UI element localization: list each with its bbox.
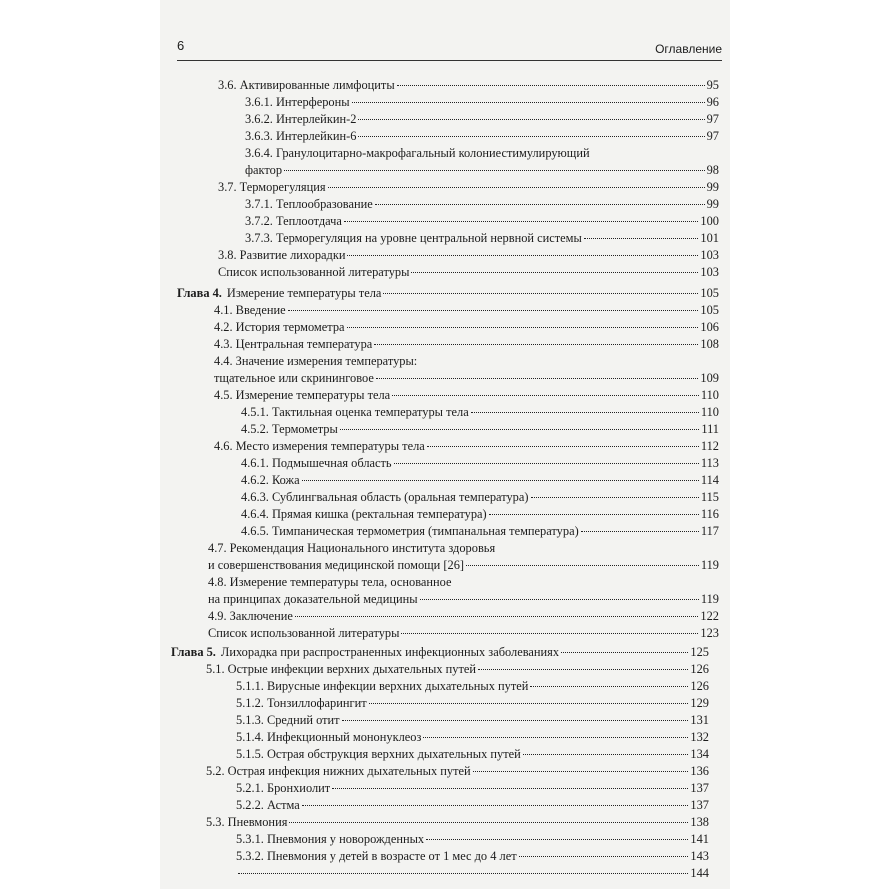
toc-entry <box>241 523 719 540</box>
toc-entry <box>236 712 709 729</box>
toc-entry-page: 125 <box>690 645 709 659</box>
toc-entry-title: 5.2.1. Бронхиолит <box>236 781 331 795</box>
dot-leader <box>288 310 699 311</box>
toc-entry-title: 3.7.2. Теплоотдача <box>245 214 342 228</box>
dot-leader <box>473 771 689 772</box>
toc-entry <box>214 319 719 336</box>
dot-leader <box>340 429 700 430</box>
dot-leader <box>420 599 699 600</box>
toc-entry <box>214 387 719 404</box>
dot-leader <box>427 446 699 447</box>
toc-entry <box>241 404 719 421</box>
toc-entry-page: 105 <box>700 286 719 300</box>
toc-entry <box>236 831 709 848</box>
toc-entry-page: 126 <box>690 662 709 676</box>
dot-leader <box>392 395 699 396</box>
dot-leader <box>584 238 699 239</box>
toc-entry-title: 4.6.5. Тимпаническая термометрия (тимпанальная температура) <box>241 524 579 538</box>
toc-entry-title: 4.5.2. Термометры <box>241 422 338 436</box>
toc-entry <box>245 230 719 247</box>
dot-leader <box>376 378 699 379</box>
toc-entry-page: 110 <box>700 388 719 402</box>
dot-leader <box>531 497 699 498</box>
toc-entry-page: 143 <box>690 849 709 863</box>
dot-leader <box>374 344 698 345</box>
toc-entry-title: 3.7.3. Терморегуляция на уровне центральной нервной системы <box>245 231 582 245</box>
dot-leader <box>401 633 698 634</box>
dot-leader <box>423 737 688 738</box>
toc-entry <box>236 695 709 712</box>
dot-leader <box>581 531 699 532</box>
toc-entry <box>218 77 719 94</box>
toc-entry-title: тщательное или скрининговое <box>214 371 374 385</box>
toc-entry <box>241 506 719 523</box>
dot-leader <box>328 187 705 188</box>
toc-entry-page: 103 <box>700 265 719 279</box>
toc-entry-page: 100 <box>700 214 719 228</box>
toc-entry-title: на принципах доказательной медицины <box>208 592 418 606</box>
toc-entry-page: 105 <box>700 303 719 317</box>
toc-entry-title: 3.6. Активированные лимфоциты <box>218 78 395 92</box>
toc-entry-page: 103 <box>700 248 719 262</box>
toc-entry-title: 4.9. Заключение <box>208 609 293 623</box>
toc-entry-title: 5.1.1. Вирусные инфекции верхних дыхательных путей <box>236 679 529 693</box>
dot-leader <box>358 119 704 120</box>
dot-leader <box>302 480 699 481</box>
toc-entry-title: Лихорадка при распространенных инфекционных заболеваниях <box>220 645 560 659</box>
toc-entry-page: 106 <box>700 320 719 334</box>
toc-entry <box>218 264 719 281</box>
dot-leader <box>289 822 688 823</box>
toc-entry <box>241 455 719 472</box>
dot-leader <box>561 652 688 653</box>
toc-entry <box>208 608 719 625</box>
toc-entry-page: 132 <box>690 730 709 744</box>
toc-entry <box>236 678 709 695</box>
toc-entry-page: 109 <box>700 371 719 385</box>
toc-entry-title: 3.6.2. Интерлейкин-2 <box>245 112 357 126</box>
dot-leader <box>530 686 688 687</box>
toc-entry-title: 4.6.2. Кожа <box>241 473 300 487</box>
toc-entry <box>236 780 709 797</box>
chapter-label: Глава 5. <box>171 645 216 659</box>
toc-entry-title: фактор <box>245 163 283 177</box>
toc-entry <box>236 746 709 763</box>
toc-entry-page: 114 <box>700 473 719 487</box>
toc-entry-page: 96 <box>706 95 719 109</box>
dot-leader <box>347 327 699 328</box>
toc-entry-page: 134 <box>690 747 709 761</box>
toc-entry-page: 115 <box>700 490 719 504</box>
toc-entry-title: 3.6.3. Интерлейкин-6 <box>245 129 357 143</box>
toc-entry-title: 5.1.3. Средний отит <box>236 713 340 727</box>
toc-entry-page: 137 <box>690 781 709 795</box>
toc-entry-title: 3.7.1. Теплообразование <box>245 197 373 211</box>
toc-entry-page: 144 <box>690 866 709 880</box>
toc-entry-title: 4.6. Место измерения температуры тела <box>214 439 425 453</box>
toc-entry-title: 4.4. Значение измерения температуры: <box>214 354 418 368</box>
toc-entry <box>245 196 719 213</box>
dot-leader <box>489 514 699 515</box>
toc-entry <box>245 213 719 230</box>
toc-entry-title: 5.2. Острая инфекция нижних дыхательных путей <box>206 764 471 778</box>
toc-entry-page: 97 <box>706 112 719 126</box>
toc-entry <box>214 370 719 387</box>
toc-entry-page: 112 <box>700 439 719 453</box>
page-number: 6 <box>177 38 185 53</box>
toc-entry-page: 98 <box>706 163 719 177</box>
toc-entry-title: 3.8. Развитие лихорадки <box>218 248 346 262</box>
dot-leader <box>332 788 688 789</box>
toc-entry-title: 3.6.4. Гранулоцитарно-макрофагальный колониестимулирующий <box>245 146 590 160</box>
toc-entry-page: 141 <box>690 832 709 846</box>
toc-entry-title: 4.5.1. Тактильная оценка температуры тела <box>241 405 469 419</box>
toc-chapter <box>171 644 709 661</box>
toc-entry <box>214 336 719 353</box>
dot-leader <box>426 839 688 840</box>
toc-entry <box>245 128 719 145</box>
toc-entry-title: 4.6.3. Сублингвальная область (оральная температура) <box>241 490 529 504</box>
toc-entry <box>236 797 709 814</box>
toc-entry-title: 4.7. Рекомендация Национального института здоровья <box>208 541 496 555</box>
toc-entry <box>214 438 719 455</box>
toc-entry <box>208 557 719 574</box>
toc-entry-page: 97 <box>706 129 719 143</box>
dot-leader <box>466 565 699 566</box>
toc-entry-page: 117 <box>700 524 719 538</box>
toc-entry-page: 116 <box>700 507 719 521</box>
dot-leader <box>397 85 705 86</box>
toc-entry-page: 110 <box>700 405 719 419</box>
toc-entry-title: 4.3. Центральная температура <box>214 337 373 351</box>
toc-entry-title: 5.2.2. Астма <box>236 798 300 812</box>
toc-entry-title: и совершенствования медицинской помощи [26] <box>208 558 465 572</box>
toc-entry-title: 3.6.1. Интерфероны <box>245 95 350 109</box>
toc-entry-title: Список использованной литературы <box>218 265 410 279</box>
toc-entry-page: 131 <box>690 713 709 727</box>
toc-entry-page: 136 <box>690 764 709 778</box>
running-head: Оглавление <box>655 42 722 56</box>
toc-entry-page: 123 <box>700 626 719 640</box>
toc-entry-title: 5.3. Пневмония <box>206 815 288 829</box>
toc-entry-page: 99 <box>706 180 719 194</box>
toc-entry-page: 108 <box>700 337 719 351</box>
toc-entry <box>245 162 719 179</box>
toc-entry-title: 5.1.5. Острая обструкция верхних дыхательных путей <box>236 747 521 761</box>
toc-entry-title: 4.6.1. Подмышечная область <box>241 456 392 470</box>
toc-entry <box>241 489 719 506</box>
toc-entry <box>218 247 719 264</box>
toc-entry <box>241 472 719 489</box>
toc-entry-page: 138 <box>690 815 709 829</box>
toc-entry-title: Список использованной литературы <box>208 626 400 640</box>
toc-entry <box>245 94 719 111</box>
toc-entry-page: 122 <box>700 609 719 623</box>
dot-leader <box>284 170 705 171</box>
toc-entry-page: 126 <box>690 679 709 693</box>
toc-entry-page: 137 <box>690 798 709 812</box>
toc-entry-title: Измерение температуры тела <box>226 286 382 300</box>
toc-entry <box>236 729 709 746</box>
toc-entry-title: 5.1.4. Инфекционный мононуклеоз <box>236 730 422 744</box>
toc-entry-page: 129 <box>690 696 709 710</box>
dot-leader <box>383 293 698 294</box>
toc-entry-title: 4.6.4. Прямая кишка (ректальная температура) <box>241 507 487 521</box>
dot-leader <box>238 873 688 874</box>
dot-leader <box>523 754 689 755</box>
toc-entry <box>208 591 719 608</box>
dot-leader <box>394 463 699 464</box>
toc-chapter <box>177 285 719 302</box>
chapter-label: Глава 4. <box>177 286 222 300</box>
dot-leader <box>375 204 705 205</box>
toc-entry <box>218 179 719 196</box>
toc-entry <box>206 763 709 780</box>
toc-entry <box>241 421 719 438</box>
toc-entry <box>245 111 719 128</box>
toc-entry-title: 4.8. Измерение температуры тела, основанное <box>208 575 452 589</box>
toc-entry-page: 99 <box>706 197 719 211</box>
toc-entry-title: 5.1. Острые инфекции верхних дыхательных путей <box>206 662 477 676</box>
toc-entry-page: 119 <box>700 558 719 572</box>
toc-entry-title: 4.1. Введение <box>214 303 286 317</box>
dot-leader <box>519 856 689 857</box>
dot-leader <box>295 616 699 617</box>
dot-leader <box>411 272 698 273</box>
toc-entry <box>206 814 709 831</box>
toc-entry-title: 5.1.2. Тонзиллофарингит <box>236 696 367 710</box>
toc-entry-page: 119 <box>700 592 719 606</box>
toc-entry-title: 5.3.2. Пневмония у детей в возрасте от 1 мес до 4 лет <box>236 849 517 863</box>
dot-leader <box>471 412 699 413</box>
dot-leader <box>344 221 699 222</box>
toc-entry-page: 101 <box>700 231 719 245</box>
toc-entry-page: 95 <box>706 78 719 92</box>
toc-entry <box>206 661 709 678</box>
dot-leader <box>369 703 689 704</box>
toc-entry <box>214 302 719 319</box>
dot-leader <box>342 720 689 721</box>
toc-entry <box>208 625 719 642</box>
toc-entry-title: 3.7. Терморегуляция <box>218 180 326 194</box>
toc-entry <box>236 865 709 882</box>
dot-leader <box>347 255 698 256</box>
dot-leader <box>352 102 705 103</box>
dot-leader <box>478 669 688 670</box>
dot-leader <box>302 805 689 806</box>
dot-leader <box>358 136 704 137</box>
toc-entry-page: 111 <box>701 422 719 436</box>
toc-entry-title: 5.3.1. Пневмония у новорожденных <box>236 832 425 846</box>
toc-entry-title: 4.2. История термометра <box>214 320 345 334</box>
toc-entry-title: 4.5. Измерение температуры тела <box>214 388 391 402</box>
toc-entry <box>236 848 709 865</box>
toc-entry-page: 113 <box>700 456 719 470</box>
